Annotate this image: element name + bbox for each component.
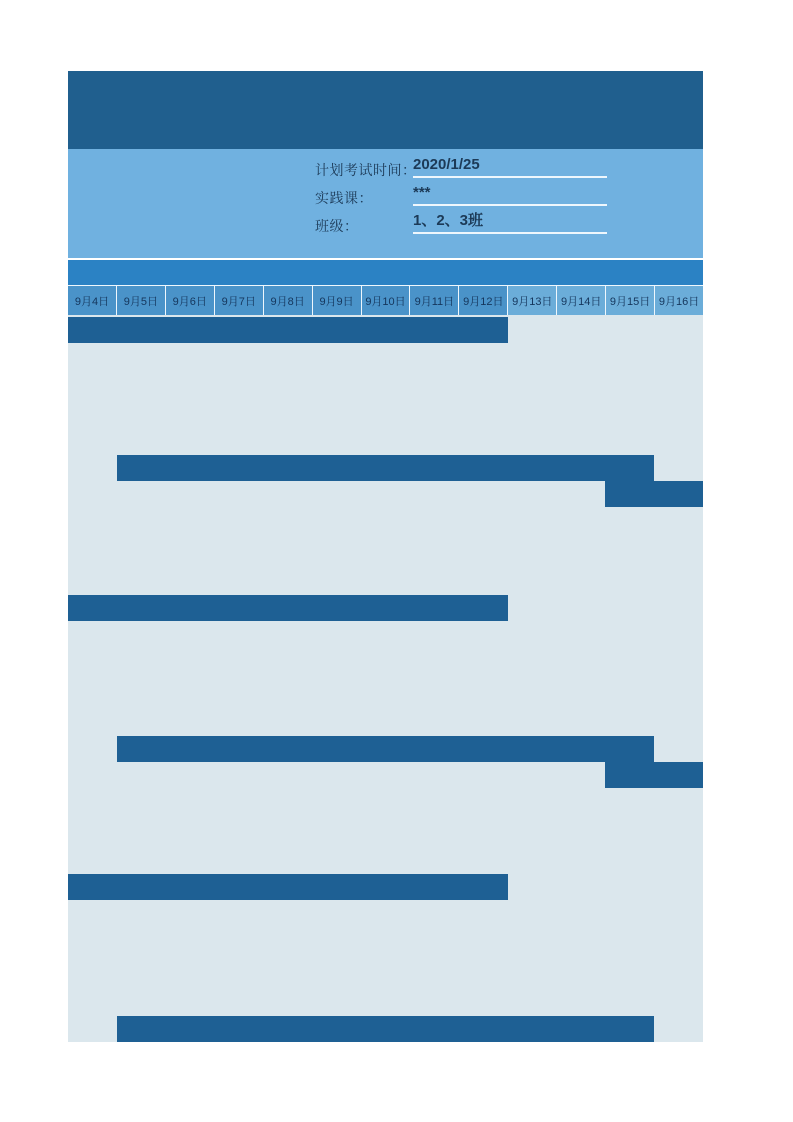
practice-course-field[interactable]: *** [413, 183, 607, 206]
date-cell[interactable]: 9月4日 [68, 285, 116, 315]
gantt-bar[interactable] [68, 874, 508, 900]
date-cell[interactable]: 9月7日 [214, 285, 263, 315]
form-row-exam-time [315, 155, 687, 183]
date-cell[interactable]: 9月8日 [263, 285, 312, 315]
exam-time-label: 计划考试时间： [315, 162, 417, 178]
gantt-bar[interactable] [68, 317, 508, 343]
form-row-practice-course [315, 183, 687, 211]
date-cell[interactable]: 9月5日 [116, 285, 165, 315]
date-cell[interactable]: 9月14日 [556, 285, 605, 315]
form-row-class [315, 211, 687, 239]
gantt-bar[interactable] [605, 481, 703, 507]
gantt-bar[interactable] [117, 736, 654, 762]
date-cell[interactable]: 9月16日 [654, 285, 703, 315]
date-cell[interactable]: 9月12日 [458, 285, 507, 315]
practice-course-label: 实践课： [315, 190, 373, 206]
date-cell[interactable]: 9月13日 [507, 285, 556, 315]
exam-time-field[interactable]: 2020/1/25 [413, 155, 607, 178]
gantt-bar[interactable] [117, 455, 654, 481]
gantt-bar[interactable] [605, 762, 703, 788]
date-cell[interactable]: 9月15日 [605, 285, 654, 315]
date-cell[interactable]: 9月6日 [165, 285, 214, 315]
gantt-bar[interactable] [68, 595, 508, 621]
date-cell[interactable]: 9月11日 [409, 285, 458, 315]
sheet-content [68, 71, 703, 1042]
class-label: 班级： [315, 218, 359, 234]
class-field[interactable]: 1、2、3班 [413, 211, 607, 234]
gantt-area [68, 315, 703, 1042]
title-banner [68, 71, 703, 149]
divider-strip [68, 260, 703, 285]
gantt-bar[interactable] [117, 1016, 654, 1042]
date-cell[interactable]: 9月9日 [312, 285, 361, 315]
date-cell[interactable]: 9月10日 [361, 285, 410, 315]
info-panel [68, 149, 703, 258]
date-header-row [68, 285, 703, 315]
